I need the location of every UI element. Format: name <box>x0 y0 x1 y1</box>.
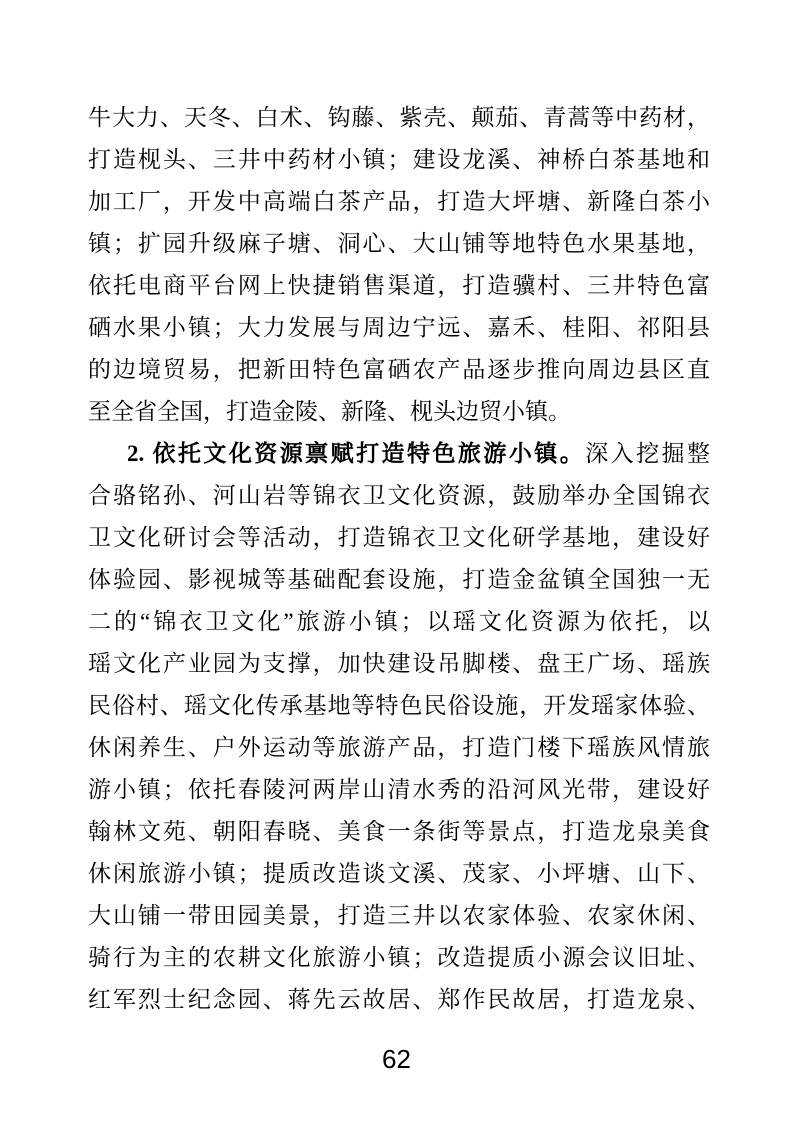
text-line <box>88 139 710 181</box>
text-line <box>88 307 710 349</box>
text-line <box>88 853 710 895</box>
text-line <box>88 559 710 601</box>
paragraph-continuation <box>88 97 710 433</box>
text-line <box>88 601 710 643</box>
body-text: 骑行为主的农耕文化旅游小镇；改造提质小源会议旧址、 <box>88 945 710 970</box>
text-line <box>88 97 710 139</box>
text-line <box>88 937 710 979</box>
text-line <box>88 643 710 685</box>
body-text: 红军烈士纪念园、蒋先云故居、郑作民故居，打造龙泉、 <box>88 987 710 1012</box>
text-line <box>88 517 710 559</box>
page-number: 62 <box>382 1044 411 1074</box>
text-line <box>88 811 710 853</box>
text-line <box>88 727 710 769</box>
body-text: 卫文化研讨会等活动，打造锦衣卫文化研学基地，建设好 <box>88 525 710 550</box>
body-text: 加工厂，开发中高端白茶产品，打造大坪塘、新隆白茶小 <box>88 189 710 214</box>
text-line <box>88 475 710 517</box>
body-text: 依托电商平台网上快捷销售渠道，打造骥村、三井特色富 <box>88 273 710 298</box>
bold-heading-text: 2. 依托文化资源禀赋打造特色旅游小镇。 <box>127 441 586 466</box>
text-line <box>88 391 710 433</box>
text-line <box>88 181 710 223</box>
body-text: 民俗村、瑶文化传承基地等特色民俗设施，开发瑶家体验、 <box>88 693 710 718</box>
body-text: 的边境贸易，把新田特色富硒农产品逐步推向周边县区直 <box>88 357 710 382</box>
text-line <box>88 349 710 391</box>
body-text: 体验园、影视城等基础配套设施，打造金盆镇全国独一无 <box>88 567 710 592</box>
paragraph-2-culture-tourism-towns <box>88 433 710 1021</box>
body-text: 至全省全国，打造金陵、新隆、枧头边贸小镇。 <box>88 399 571 424</box>
text-line <box>88 979 710 1021</box>
document-body <box>88 97 710 1021</box>
body-text: 打造枧头、三井中药材小镇；建设龙溪、神桥白茶基地和 <box>88 147 710 172</box>
body-text: 翰林文苑、朝阳春晓、美食一条街等景点，打造龙泉美食 <box>88 819 710 844</box>
body-text: 休闲养生、户外运动等旅游产品，打造门楼下瑶族风情旅 <box>88 735 710 760</box>
body-text: 休闲旅游小镇；提质改造谈文溪、茂家、小坪塘、山下、 <box>88 861 710 886</box>
text-line <box>88 769 710 811</box>
body-text: 硒水果小镇；大力发展与周边宁远、嘉禾、桂阳、祁阳县 <box>88 315 710 340</box>
text-line <box>88 265 710 307</box>
text-line <box>88 895 710 937</box>
text-line <box>88 433 710 475</box>
body-text: 瑶文化产业园为支撑，加快建设吊脚楼、盘王广场、瑶族 <box>88 651 710 676</box>
body-text: 镇；扩园升级麻子塘、洞心、大山铺等地特色水果基地， <box>88 231 710 256</box>
body-text: 二的“锦衣卫文化”旅游小镇；以瑶文化资源为依托，以 <box>88 609 710 634</box>
body-text: 牛大力、天冬、白术、钩藤、紫壳、颠茄、青蒿等中药材， <box>88 105 710 130</box>
body-text: 深入挖掘整 <box>585 441 711 466</box>
text-line <box>88 685 710 727</box>
body-text: 大山铺一带田园美景，打造三井以农家体验、农家休闲、 <box>88 903 710 928</box>
body-text: 游小镇；依托春陵河两岸山清水秀的沿河风光带，建设好 <box>88 777 710 802</box>
body-text: 合骆铭孙、河山岩等锦衣卫文化资源，鼓励举办全国锦衣 <box>88 483 710 508</box>
text-line <box>88 223 710 265</box>
